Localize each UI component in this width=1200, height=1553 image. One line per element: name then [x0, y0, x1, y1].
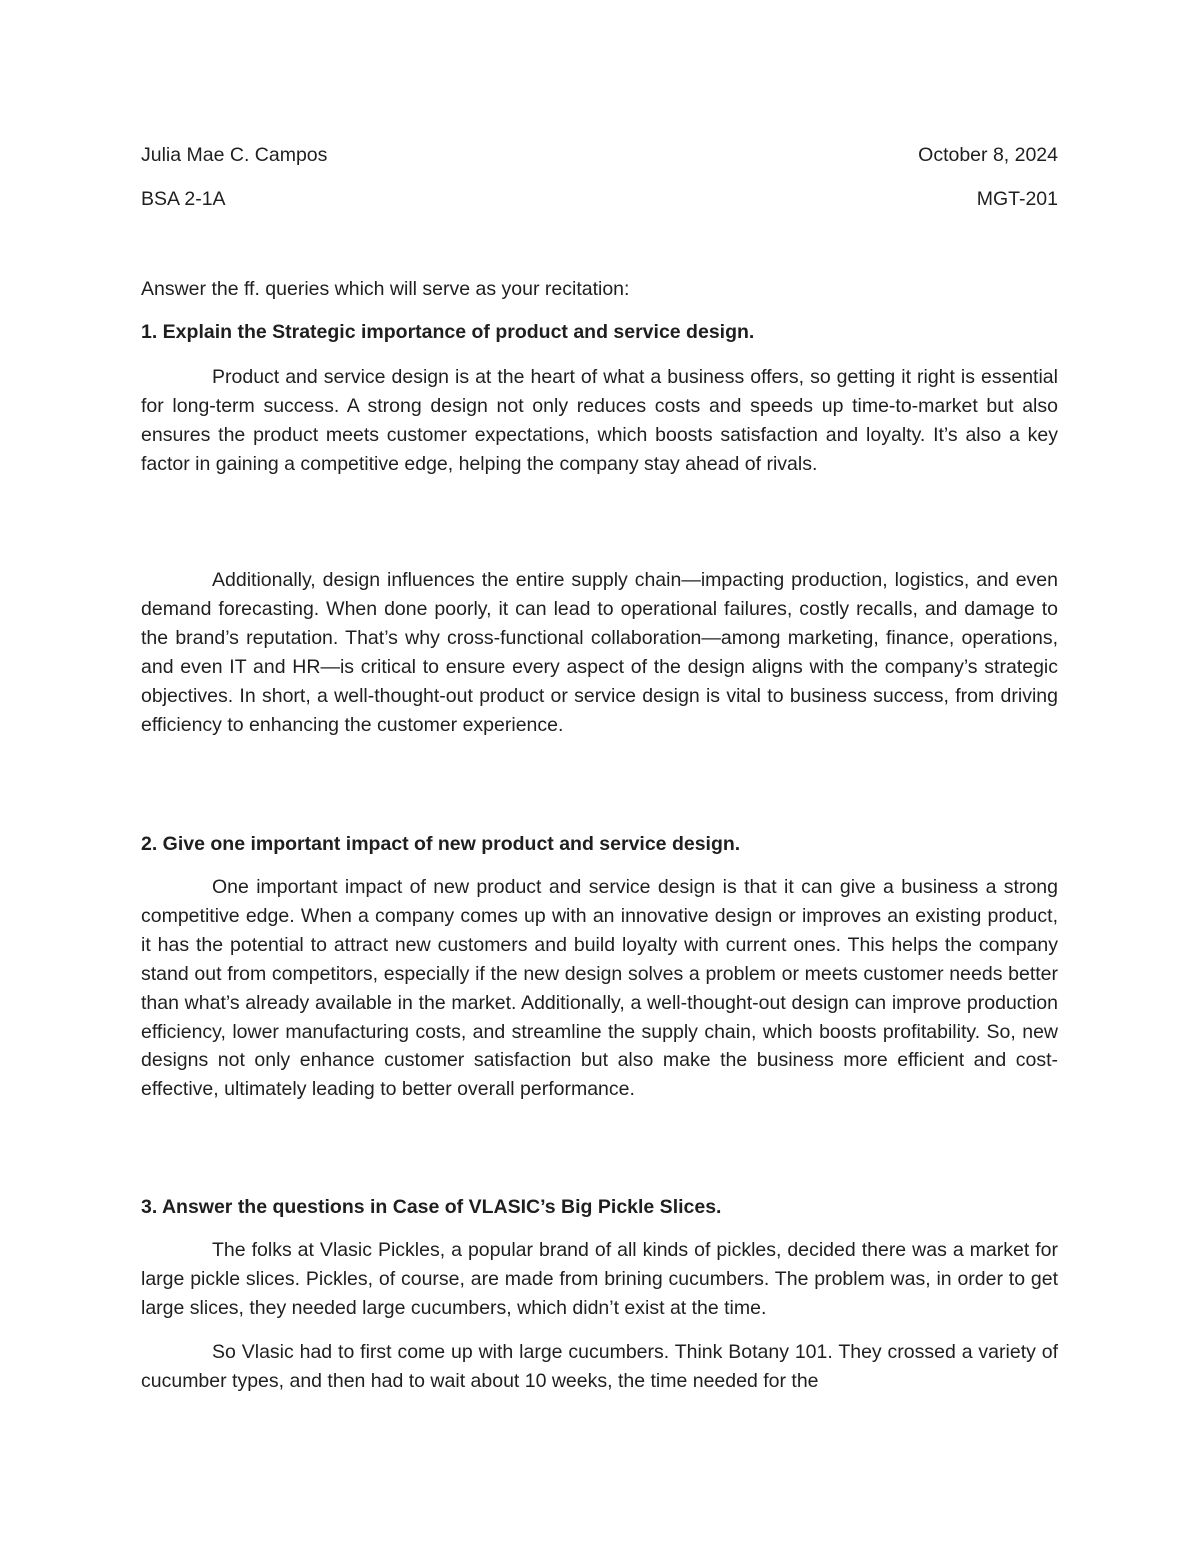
question-3-heading: 3. Answer the questions in Case of VLASIC’s Big Pickle Slices.: [141, 1196, 722, 1218]
question-1-heading: 1. Explain the Strategic importance of product and service design.: [141, 321, 755, 343]
course-code: MGT-201: [976, 188, 1058, 210]
instructions: Answer the ff. queries which will serve as your recitation:: [141, 278, 630, 300]
question-3-paragraph-2: So Vlasic had to first come up with large cucumbers. Think Botany 101. They crossed a variety of cucumber types, and then had to wait about 10 weeks, the time needed for the: [141, 1341, 1058, 1392]
question-2-paragraph-1: One important impact of new product and service design is that it can give a business a strong competitive edge. When a company comes up with an innovative design or improves an existing product, it has the potential to attract new customers and build loyalty with current ones. This helps the company stand out from competitors, especially if the new design solves a problem or meets customer needs better than what’s already available in the market. Additionally, a well-thought-out design can improve production efficiency, lower manufacturing costs, and streamline the supply chain, which boosts profitability. So, new designs not only enhance customer satisfaction but also make the business more efficient and cost-effective, ultimately leading to better overall performance.: [141, 876, 1058, 1101]
question-3-paragraph-1: The folks at Vlasic Pickles, a popular brand of all kinds of pickles, decided there was a market for large pickle slices. Pickles, of course, are made from brining cucumbers. The problem was, in order to get large slices, they needed large cucumbers, which didn’t exist at the time.: [141, 1239, 1058, 1319]
document-date: October 8, 2024: [918, 144, 1058, 166]
student-section: BSA 2-1A: [141, 188, 226, 210]
question-2-heading: 2. Give one important impact of new product and service design.: [141, 833, 741, 855]
question-1-paragraph-2: Additionally, design influences the entire supply chain—impacting production, logistics, and even demand forecasting. When done poorly, it can lead to operational failures, costly recalls, and damage to the brand’s reputation. That’s why cross-functional collaboration—among marketing, finance, operations, and even IT and HR—is critical to ensure every aspect of the design aligns with the company’s strategic objectives. In short, a well-thought-out product or service design is vital to business success, from driving efficiency to enhancing the customer experience.: [141, 569, 1058, 736]
question-1-paragraph-1: Product and service design is at the heart of what a business offers, so getting it right is essential for long-term success. A strong design not only reduces costs and speeds up time-to-market but also ensures the product meets customer expectations, which boosts satisfaction and loyalty. It’s also a key factor in gaining a competitive edge, helping the company stay ahead of rivals.: [141, 366, 1058, 475]
student-name: Julia Mae C. Campos: [141, 144, 328, 166]
header-row-1: [141, 143, 1058, 167]
header-row-2: [141, 187, 1058, 211]
